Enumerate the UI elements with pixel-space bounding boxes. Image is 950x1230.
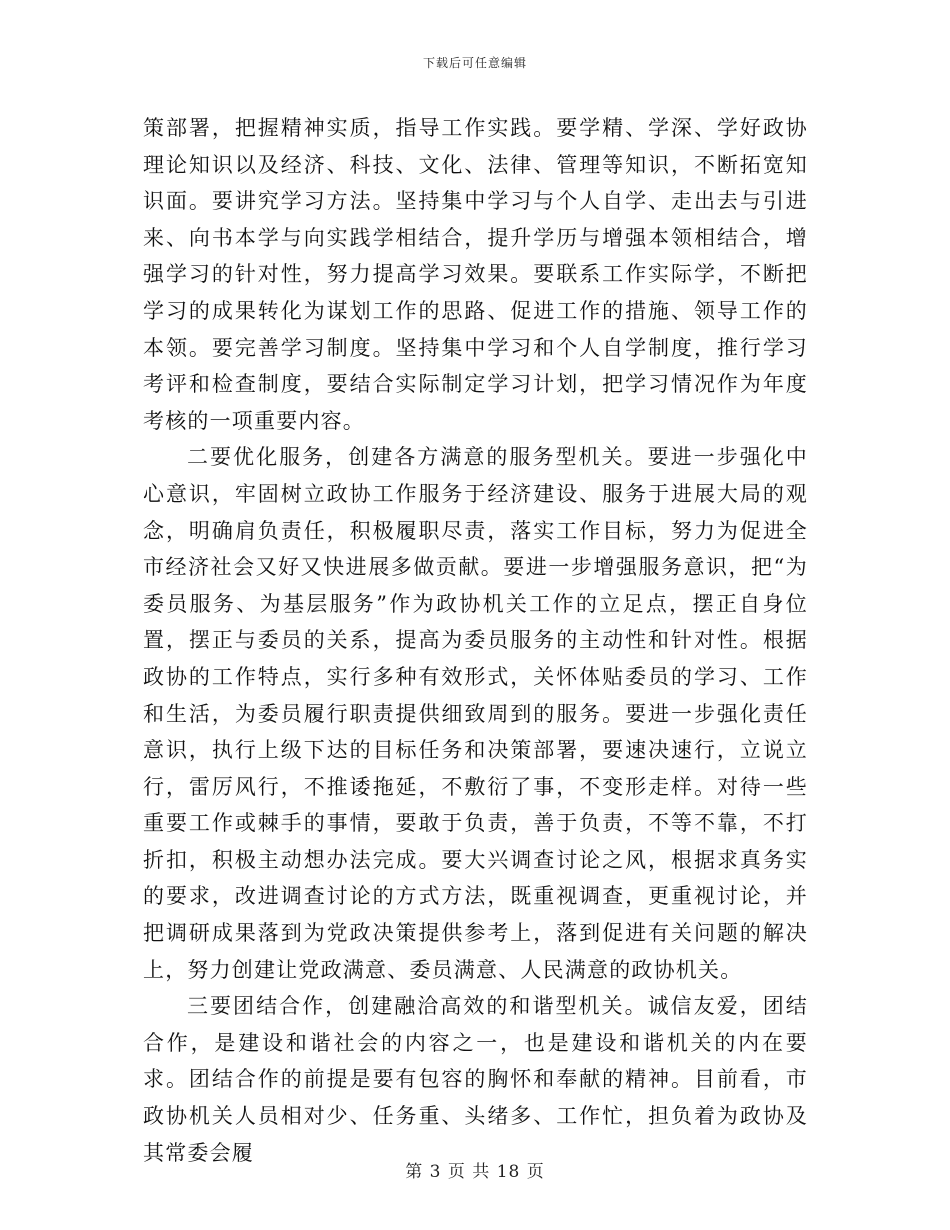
page-number-footer: 第 3 页 共 18 页 [405, 1162, 545, 1182]
body-content [143, 110, 808, 1171]
paragraph-service: 二要优化服务，创建各方满意的服务型机关。要进一步强化中心意识，牢固树立政协工作服务于经济建设、服务于进展大局的观念，明确肩负责任，积极履职尽责，落实工作目标，努力为促进全市经济社会又好又快进展多做贡献。要进一步增强服务意识，把“为委员服务、为基层服务”作为政协机关工作的立足点，摆正自身位置，摆正与委员的关系，提高为委员服务的主动性和针对性。根据政协的工作特点，实行多种有效形式，关怀体贴委员的学习、工作和生活，为委员履行职责提供细致周到的服务。要进一步强化责任意识，执行上级下达的目标任务和决策部署，要速决速行，立说立行，雷厉风行，不推诿拖延，不敷衍了事，不变形走样。对待一些重要工作或棘手的事情，要敢于负责，善于负责，不等不靠，不打折扣，积极主动想办法完成。要大兴调查讨论之风，根据求真务实的要求，改进调查讨论的方式方法，既重视调查，更重视讨论，并把调研成果落到为党政决策提供参考上，落到促进有关问题的解决上，努力创建让党政满意、委员满意、人民满意的政协机关。 [143, 445, 808, 982]
paragraph-continuation: 策部署，把握精神实质，指导工作实践。要学精、学深、学好政协理论知识以及经济、科技、文化、法律、管理等知识，不断拓宽知识面。要讲究学习方法。坚持集中学习与个人自学、走出去与引进来、向书本学与向实践学相结合，提升学历与增强本领相结合，增强学习的针对性，努力提高学习效果。要联系工作实际学，不断把学习的成果转化为谋划工作的思路、促进工作的措施、领导工作的本领。要完善学习制度。坚持集中学习和个人自学制度，推行学习考评和检查制度，要结合实际制定学习计划，把学习情况作为年度考核的一项重要内容。 [143, 116, 808, 433]
paragraph-cooperation: 三要团结合作，创建融洽高效的和谐型机关。诚信友爱，团结合作，是建设和谐社会的内容之一，也是建设和谐机关的内在要求。团结合作的前提是要有包容的胸怀和奉献的精神。目前看，市政协机关人员相对少、任务重、头绪多、工作忙，担负着为政协及其常委会履 [143, 994, 808, 1165]
page-header: 下载后可任意编辑 [422, 56, 527, 70]
